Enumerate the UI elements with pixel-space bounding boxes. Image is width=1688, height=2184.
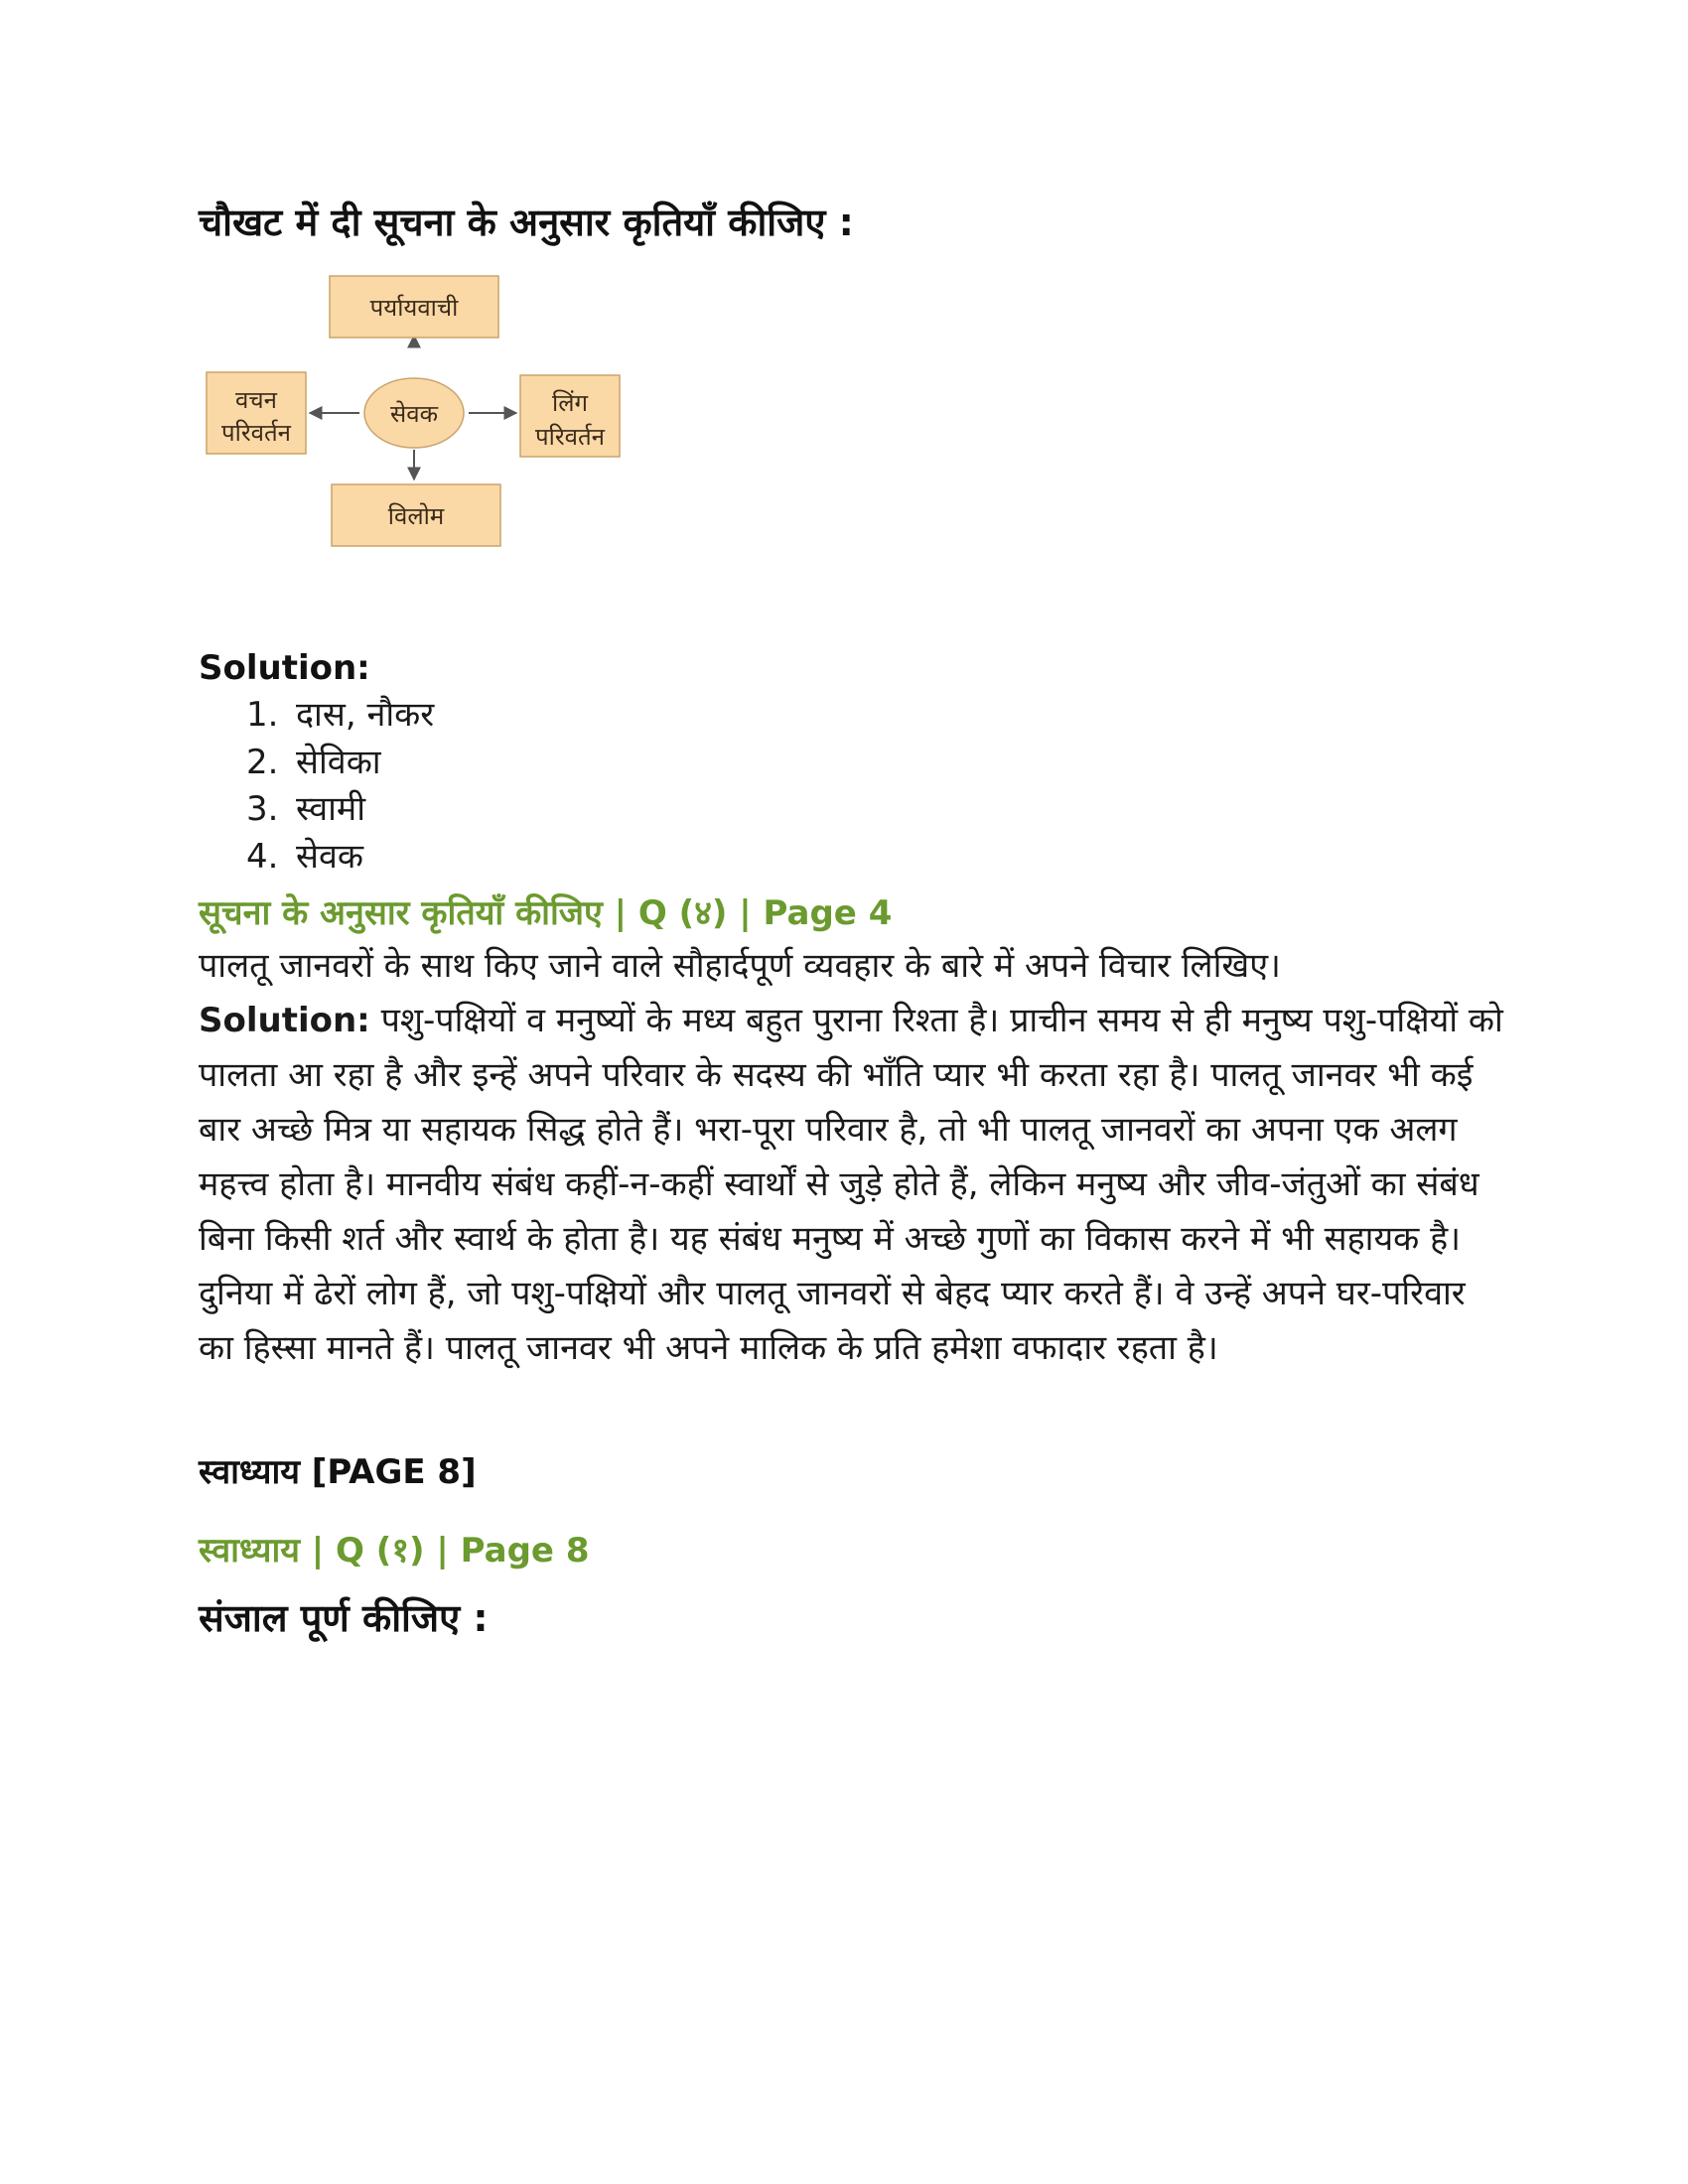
list-text: स्वामी xyxy=(296,789,366,829)
center-label: सेवक xyxy=(390,400,438,428)
answer-list xyxy=(246,692,434,881)
question-q1: संजाल पूर्ण कीजिए : xyxy=(199,1596,489,1640)
diagram-box-left xyxy=(207,372,306,454)
list-text: दास, नौकर xyxy=(296,695,435,735)
svadhyay-heading: स्वाध्याय [PAGE 8] xyxy=(199,1452,477,1492)
box-top-label: पर्यायवाची xyxy=(369,294,459,322)
question-title: चौखट में दी सूचना के अनुसार कृतियाँ कीजिए : xyxy=(199,201,854,244)
diagram-box-bottom xyxy=(332,484,500,546)
list-text: सेवक xyxy=(296,836,363,877)
diagram-svg xyxy=(199,266,635,564)
box-right-line2: परिवर्तन xyxy=(534,423,606,451)
question-q4: पालतू जानवरों के साथ किए जाने वाले सौहार्दपूर्ण व्यवहार के बारे में अपने विचार लिखिए। xyxy=(199,946,1281,986)
diagram-box-top xyxy=(330,276,498,338)
section-heading-q4[interactable]: सूचना के अनुसार कृतियाँ कीजिए | Q (४) | Page 4 xyxy=(199,893,893,933)
list-item xyxy=(246,692,434,740)
box-left-line2: परिवर्तन xyxy=(220,419,292,447)
diagram-center xyxy=(364,378,464,448)
box-bottom-label: विलोम xyxy=(387,502,445,530)
solution-body: पशु-पक्षियों व मनुष्यों के मध्य बहुत पुराना रिश्ता है। प्राचीन समय से ही मनुष्य पशु-पक्षियों को पालता आ रहा है और इन्हें अपने परिवार के सदस्य की भाँति प्यार भी करता रहा है। पालतू जानवर भी कई बार अच्छे मित्र या सहायक सिद्ध होते हैं। भरा-पूरा परिवार है, तो भी पालतू जानवरों का अपना एक अलग महत्त्व होता है। मानवीय संबंध कहीं-न-कहीं स्वार्थों से जुड़े होते हैं, लेकिन मनुष्य और जीव-जंतुओं का संबंध बिना किसी शर्त और स्वार्थ के होता है। यह संबंध मनुष्य में अच्छे गुणों का विकास करने में भी सहायक है। दुनिया में ढेरों लोग हैं, जो पशु-पक्षियों और पालतू जानवरों से बेहद प्यार करते हैं। वे उन्हें अपने घर-परिवार का हिस्सा मानते हैं। पालतू जानवर भी अपने मालिक के प्रति हमेशा वफादार रहता है। xyxy=(199,1001,1503,1368)
list-number: 4. xyxy=(246,836,279,877)
box-left-line1: वचन xyxy=(235,386,277,414)
list-number: 2. xyxy=(246,742,279,782)
solution-label: Solution: xyxy=(199,648,370,688)
list-item xyxy=(246,834,434,882)
solution-paragraph xyxy=(199,994,1509,1376)
list-number: 3. xyxy=(246,789,279,829)
list-text: सेविका xyxy=(296,742,381,782)
diagram-box-right xyxy=(520,375,620,457)
list-number: 1. xyxy=(246,695,279,735)
box-right-line1: लिंग xyxy=(552,389,588,417)
section-heading-q1[interactable]: स्वाध्याय | Q (१) | Page 8 xyxy=(199,1531,590,1570)
list-item xyxy=(246,740,434,787)
list-item xyxy=(246,786,434,834)
word-web-diagram xyxy=(199,266,635,564)
solution-inline-label: Solution: xyxy=(199,1001,370,1040)
